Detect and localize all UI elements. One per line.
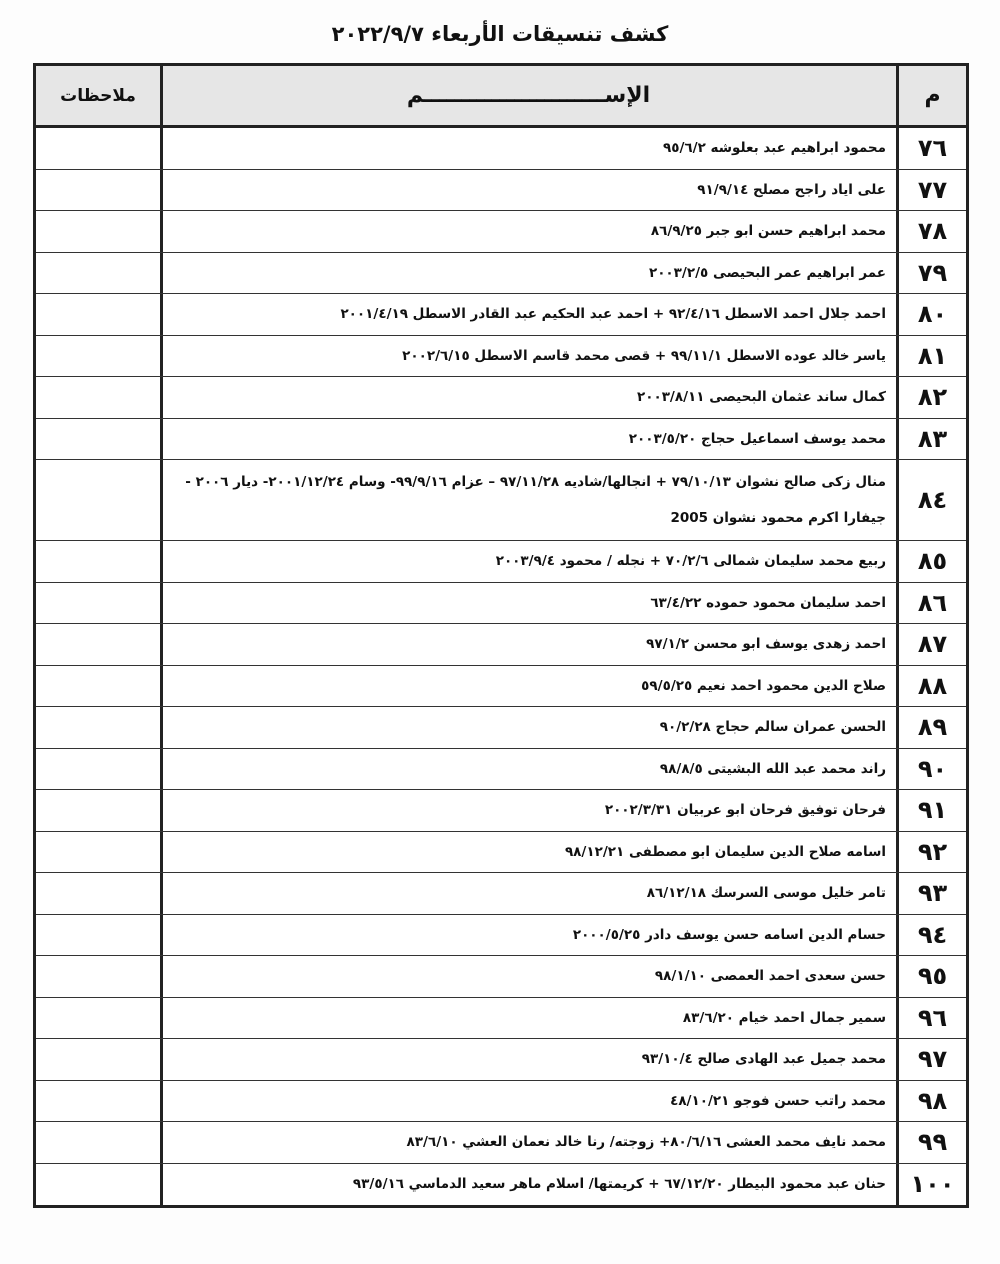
row-notes — [36, 915, 160, 956]
table-row — [36, 915, 966, 957]
row-name: صلاح الدين محمود احمد نعيم ٥٩/٥/٢٥ — [160, 666, 896, 707]
row-number: ٧٦ — [896, 128, 966, 169]
row-number: ٧٧ — [896, 170, 966, 211]
table-row — [36, 253, 966, 295]
row-name: احمد جلال احمد الاسطل ٩٢/٤/١٦ + احمد عبد الحكيم عبد القادر الاسطل ٢٠٠١/٤/١٩ — [160, 294, 896, 335]
row-number: ٩٩ — [896, 1122, 966, 1163]
row-number: ٩٣ — [896, 873, 966, 914]
row-name: كمال ساند عثمان البحيصى ٢٠٠٣/٨/١١ — [160, 377, 896, 418]
table-row — [36, 624, 966, 666]
row-notes — [36, 790, 160, 831]
table-row — [36, 541, 966, 583]
row-notes — [36, 294, 160, 335]
row-name: عمر ابراهيم عمر البحيصى ٢٠٠٣/٢/٥ — [160, 253, 896, 294]
row-notes — [36, 1164, 160, 1206]
row-number: ٩٧ — [896, 1039, 966, 1080]
table-row — [36, 666, 966, 708]
row-number: ٨٤ — [896, 460, 966, 540]
row-number: ٧٩ — [896, 253, 966, 294]
row-name: على اياد راجح مصلح ٩١/٩/١٤ — [160, 170, 896, 211]
row-name: فرحان توفيق فرحان ابو عربيان ٢٠٠٢/٣/٣١ — [160, 790, 896, 831]
row-notes — [36, 832, 160, 873]
table-row — [36, 377, 966, 419]
row-name: محمد راتب حسن فوجو ٤٨/١٠/٢١ — [160, 1081, 896, 1122]
table-row — [36, 460, 966, 541]
row-notes — [36, 624, 160, 665]
row-name: حنان عبد محمود البيطار ٦٧/١٢/٢٠ + كريمتها/ اسلام ماهر سعيد الدماسي ٩٣/٥/١٦ — [160, 1164, 896, 1206]
row-notes — [36, 998, 160, 1039]
row-name: محمود ابراهيم عبد بعلوشه ٩٥/٦/٢ — [160, 128, 896, 169]
row-notes — [36, 666, 160, 707]
row-name: سمير جمال احمد خيام ٨٣/٦/٢٠ — [160, 998, 896, 1039]
row-name: اسامه صلاح الدين سليمان ابو مصطفى ٩٨/١٢/٢١ — [160, 832, 896, 873]
row-number: ٩٤ — [896, 915, 966, 956]
row-name: احمد زهدى يوسف ابو محسن ٩٧/١/٢ — [160, 624, 896, 665]
row-notes — [36, 253, 160, 294]
row-number: ٨٥ — [896, 541, 966, 582]
row-name: ربيع محمد سليمان شمالى ٧٠/٢/٦ + نجله / محمود ٢٠٠٣/٩/٤ — [160, 541, 896, 582]
row-number: ٨٧ — [896, 624, 966, 665]
table-row — [36, 170, 966, 212]
row-number: ٨٢ — [896, 377, 966, 418]
header-notes: ملاحظات — [36, 66, 160, 125]
header-number: م — [896, 66, 966, 125]
row-name: راند محمد عبد الله البشيتى ٩٨/٨/٥ — [160, 749, 896, 790]
row-number: ٩٦ — [896, 998, 966, 1039]
table-row — [36, 128, 966, 170]
row-notes — [36, 1039, 160, 1080]
row-name: محمد جميل عبد الهادى صالح ٩٣/١٠/٤ — [160, 1039, 896, 1080]
table-row — [36, 790, 966, 832]
row-name: محمد يوسف اسماعيل حجاج ٢٠٠٣/٥/٢٠ — [160, 419, 896, 460]
row-number: ٩٢ — [896, 832, 966, 873]
table-row — [36, 419, 966, 461]
row-name: ياسر خالد عوده الاسطل ٩٩/١١/١ + قصى محمد قاسم الاسطل ٢٠٠٢/٦/١٥ — [160, 336, 896, 377]
row-name: حسن سعدى احمد العمصى ٩٨/١/١٠ — [160, 956, 896, 997]
row-notes — [36, 170, 160, 211]
row-name: الحسن عمران سالم حجاج ٩٠/٢/٢٨ — [160, 707, 896, 748]
row-number: ٨٨ — [896, 666, 966, 707]
row-notes — [36, 1122, 160, 1163]
row-notes — [36, 460, 160, 540]
row-name: منال زكى صالح نشوان ٧٩/١٠/١٣ + انجالها/شاديه ٩٧/١١/٢٨ – عزام ٩٩/٩/١٦- وسام ٢٠٠١/١٢/٢٤- ديار ٢٠٠٦ - جيفارا اكرم محمود نشوان 2005 — [160, 460, 896, 540]
document-title: كشف تنسيقات الأربعاء ٢٠٢٢/٩/٧ — [331, 22, 669, 46]
row-number: ٩٨ — [896, 1081, 966, 1122]
row-notes — [36, 583, 160, 624]
row-notes — [36, 336, 160, 377]
table-row — [36, 294, 966, 336]
table-row — [36, 1039, 966, 1081]
row-number: ٨٠ — [896, 294, 966, 335]
row-notes — [36, 419, 160, 460]
table-row — [36, 1081, 966, 1123]
table-row — [36, 873, 966, 915]
table-row — [36, 749, 966, 791]
row-number: ٩١ — [896, 790, 966, 831]
header-name: الإســــــــــــــــــــــــم — [160, 66, 896, 125]
row-notes — [36, 1081, 160, 1122]
row-notes — [36, 749, 160, 790]
row-name: محمد نايف محمد العشى ٨٠/٦/١٦+ زوجته/ رنا خالد نعمان العشي ٨٣/٦/١٠ — [160, 1122, 896, 1163]
table-row — [36, 956, 966, 998]
table-row — [36, 583, 966, 625]
row-number: ٩٠ — [896, 749, 966, 790]
row-name: تامر خليل موسى السرسك ٨٦/١٢/١٨ — [160, 873, 896, 914]
row-notes — [36, 707, 160, 748]
row-notes — [36, 956, 160, 997]
row-number: ٨١ — [896, 336, 966, 377]
row-number: ٧٨ — [896, 211, 966, 252]
table-row — [36, 336, 966, 378]
table-row — [36, 1122, 966, 1164]
table-header-row — [36, 66, 966, 128]
table-row — [36, 998, 966, 1040]
row-number: ٨٩ — [896, 707, 966, 748]
row-name: حسام الدين اسامه حسن يوسف دادر ٢٠٠٠/٥/٢٥ — [160, 915, 896, 956]
row-name: محمد ابراهيم حسن ابو جبر ٨٦/٩/٢٥ — [160, 211, 896, 252]
row-notes — [36, 873, 160, 914]
row-notes — [36, 128, 160, 169]
row-number: ٨٣ — [896, 419, 966, 460]
row-notes — [36, 211, 160, 252]
row-number: ٩٥ — [896, 956, 966, 997]
row-number: ١٠٠ — [896, 1164, 966, 1206]
row-number: ٨٦ — [896, 583, 966, 624]
row-notes — [36, 541, 160, 582]
table-row — [36, 211, 966, 253]
row-name: احمد سليمان محمود حموده ٦٣/٤/٢٢ — [160, 583, 896, 624]
row-notes — [36, 377, 160, 418]
table-row — [36, 707, 966, 749]
table-row — [36, 1164, 966, 1206]
coordination-table — [33, 63, 969, 1208]
table-row — [36, 832, 966, 874]
